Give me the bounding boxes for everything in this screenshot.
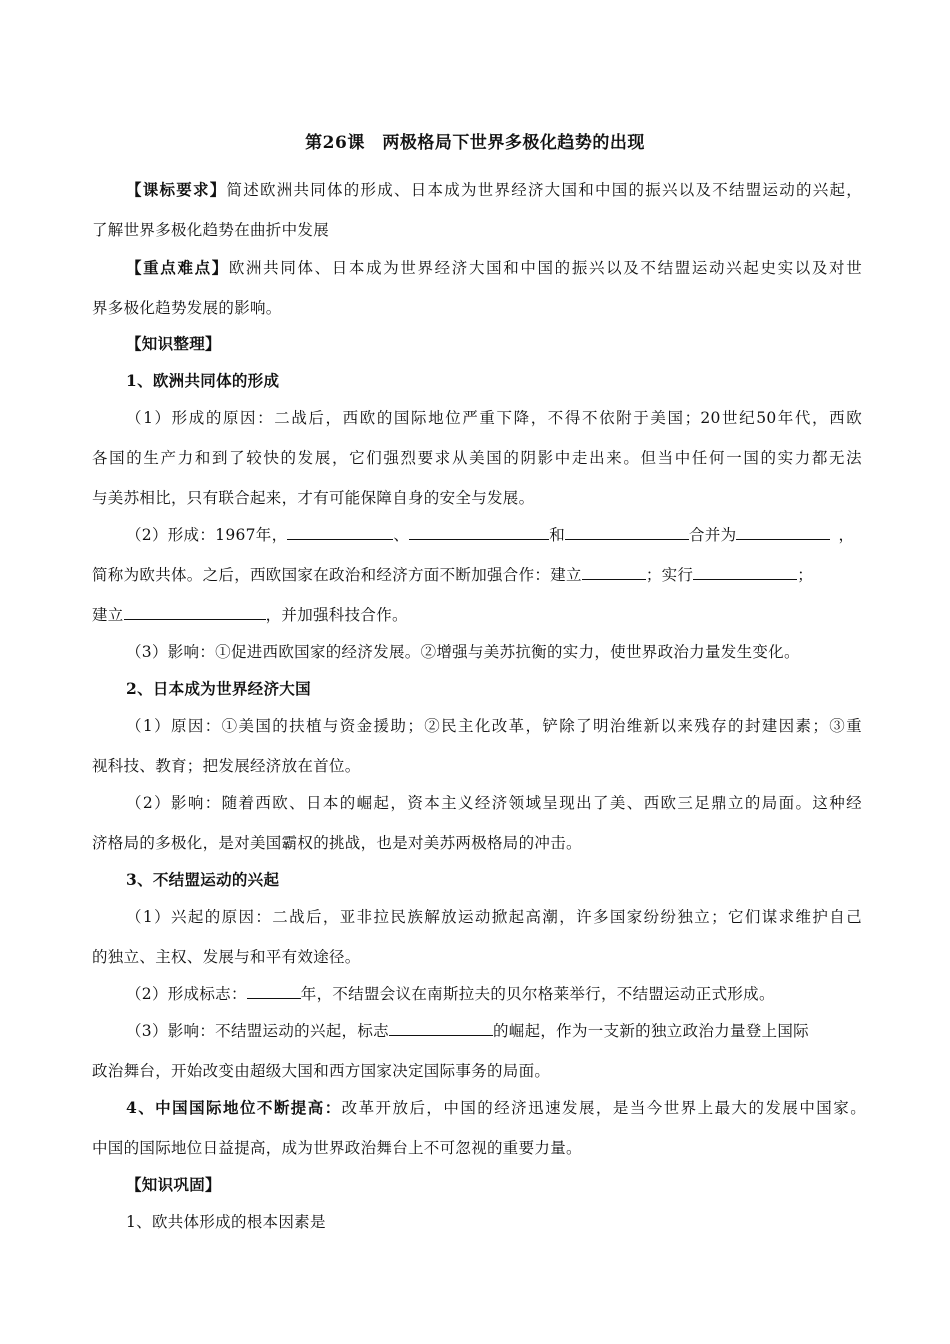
s2-p2-line-2: 济格局的多极化，是对美国霸权的挑战，也是对美苏两极格局的冲击。	[92, 834, 582, 852]
s4-text-1: 改革开放后，中国的经济迅速发展，是当今世界上最大的发展中国家。	[341, 1099, 866, 1117]
s3-p1-line-1: （1）兴起的原因：二战后，亚非拉民族解放运动掀起高潮，许多国家纷纷独立；它们谋求维护自己	[126, 908, 862, 926]
s1-p2-line2-text-c: ；	[797, 566, 814, 584]
s1-p3: （3）影响：①促进西欧国家的经济发展。②增强与美苏抗衡的实力，使世界政治力量发生变化。	[126, 643, 800, 661]
key-points-line-2: 界多极化趋势发展的影响。	[92, 299, 282, 317]
s1-p2-line2-text-a: 简称为欧共体。之后，西欧国家在政治和经济方面不断加强合作：建立	[92, 566, 582, 584]
section-1-heading: 1、欧洲共同体的形成	[126, 371, 280, 390]
s3-p3-line-2: 政治舞台，开始改变由超级大国和西方国家决定国际事务的局面。	[92, 1062, 551, 1080]
s1-p2-line2-text-b: ；实行	[645, 566, 694, 584]
s1-p2-text-a: （2）形成：1967年，	[126, 526, 288, 544]
section-4-heading: 4、中国国际地位不断提高：	[126, 1098, 342, 1117]
s1-p1-line-2: 各国的生产力和到了较快的发展，它们强烈要求从美国的阴影中走出来。但当中任何一国的实力都无法	[92, 449, 862, 467]
s1-p2-line-2	[92, 565, 862, 585]
requirements-line-2: 了解世界多极化趋势在曲折中发展	[92, 221, 330, 239]
fill-blank[interactable]	[582, 565, 646, 580]
requirements-line-1	[126, 180, 862, 200]
s3-p3-text-a: （3）影响：不结盟运动的兴起，标志	[126, 1022, 389, 1040]
section-2-heading: 2、日本成为世界经济大国	[126, 679, 311, 698]
s3-p2-text-b: 年，不结盟会议在南斯拉夫的贝尔格莱举行，不结盟运动正式形成。	[300, 985, 775, 1003]
s1-p2-line-3	[92, 605, 862, 625]
fill-blank[interactable]	[287, 525, 393, 540]
s4-line-1	[126, 1098, 866, 1118]
fill-blank[interactable]	[247, 984, 301, 999]
key-points-line-1	[126, 258, 862, 278]
s1-p2-text-b: 、	[393, 526, 410, 544]
requirements-label: 【课标要求】	[126, 180, 227, 199]
s2-p1-line-2: 视科技、教育；把发展经济放在首位。	[92, 757, 361, 775]
s1-p1-line-1: （1）形成的原因：二战后，西欧的国际地位严重下降，不得不依附于美国；20世纪50年代，西欧	[126, 409, 862, 427]
s1-p2-line3-text-b: ，并加强科技合作。	[265, 606, 408, 624]
s1-p2-line3-text-a: 建立	[92, 606, 124, 624]
s3-p2-text-a: （2）形成标志：	[126, 985, 247, 1003]
fill-blank[interactable]	[693, 565, 797, 580]
fill-blank[interactable]	[565, 525, 689, 540]
s3-p1-line-2: 的独立、主权、发展与和平有效途径。	[92, 948, 361, 966]
s4-line-2: 中国的国际地位日益提高，成为世界政治舞台上不可忽视的重要力量。	[92, 1139, 582, 1157]
consolidation-label: 【知识巩固】	[126, 1175, 221, 1194]
fill-blank[interactable]	[389, 1021, 493, 1036]
s3-p3-line-1	[126, 1021, 896, 1041]
s3-p3-text-b: 的崛起，作为一支新的独立政治力量登上国际	[492, 1022, 809, 1040]
s1-p2-text-d: 合并为	[689, 526, 737, 544]
fill-blank[interactable]	[124, 605, 266, 620]
s2-p2-line-1: （2）影响：随着西欧、日本的崛起，资本主义经济领域呈现出了美、西欧三足鼎立的局面。这种经	[126, 794, 862, 812]
s1-p2-line-1	[126, 525, 896, 545]
fill-blank[interactable]	[409, 525, 549, 540]
knowledge-label: 【知识整理】	[126, 334, 221, 353]
key-points-text-1: 欧洲共同体、日本成为世界经济大国和中国的振兴以及不结盟运动兴起史实以及对世	[228, 259, 862, 277]
page-title: 第26课 两极格局下世界多极化趋势的出现	[305, 133, 645, 153]
requirements-text-1: 简述欧洲共同体的形成、日本成为世界经济大国和中国的振兴以及不结盟运动的兴起，	[226, 181, 862, 199]
s1-p2-text-c: 和	[549, 526, 566, 544]
s1-p2-text-e: ，	[838, 526, 855, 544]
fill-blank[interactable]	[736, 525, 830, 540]
key-points-label: 【重点难点】	[126, 258, 229, 277]
question-1: 1、欧共体形成的根本因素是	[126, 1213, 326, 1231]
s1-p1-line-3: 与美苏相比，只有联合起来，才有可能保障自身的安全与发展。	[92, 489, 535, 507]
s2-p1-line-1: （1）原因：①美国的扶植与资金援助；②民主化改革，铲除了明治维新以来残存的封建因素；③重	[126, 717, 862, 735]
section-3-heading: 3、不结盟运动的兴起	[126, 870, 280, 889]
s3-p2	[126, 984, 896, 1004]
